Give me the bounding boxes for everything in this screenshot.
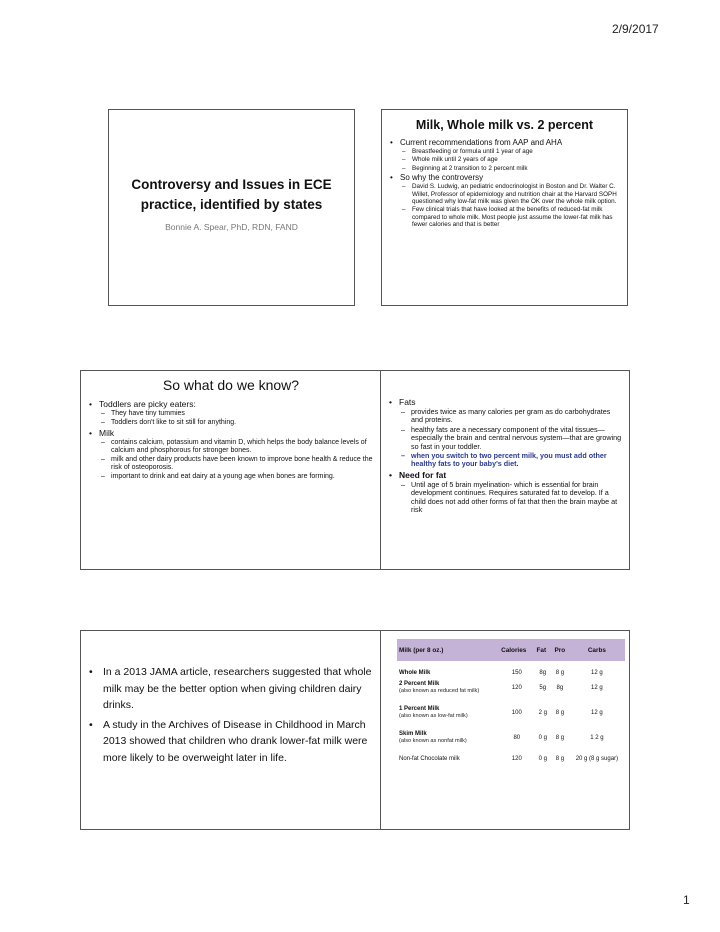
sub-bullet: – Breastfeeding or formula until 1 year of age — [390, 148, 621, 155]
sub-bullet: – Until age of 5 brain myelination- which is essential for brain development continues. Requires saturated fat to develop. If a child does not add other forms of fat that then the brain maybe at risk — [389, 481, 623, 515]
sub-bullet: – important to drink and eat dairy at a young age when bones are forming. — [89, 473, 375, 481]
sub-bullet: – Whole milk until 2 years of age — [390, 156, 621, 163]
slide-5-studies — [80, 630, 382, 830]
bullet: • Milk — [89, 428, 375, 438]
bullet: • Toddlers are picky eaters: — [89, 399, 375, 409]
bullet: • So why the controversy — [390, 173, 621, 182]
milk-alt-name: (also known as reduced fat milk) — [399, 688, 480, 694]
milk-type-cell — [397, 679, 499, 697]
slide-1-heading — [109, 175, 354, 215]
column-header: Carbs — [569, 639, 625, 661]
slide-1-title — [108, 109, 355, 306]
slide-2-title: Milk, Whole milk vs. 2 percent — [415, 118, 594, 132]
sub-bullet: – provides twice as many calories per gram as do carbohydrates and proteins. — [389, 408, 623, 425]
milk-name: Skim Milk — [399, 731, 427, 737]
fat-cell: 0 g — [538, 756, 547, 762]
slide-2-bullets — [382, 138, 627, 229]
protein-cell: 8g — [556, 684, 564, 691]
column-header: Fat — [535, 639, 551, 661]
column-header: Pro — [551, 639, 569, 661]
sub-bullet: – healthy fats are a necessary component of the vital tissues—especially the brain and central nervous system—that are growing so fast in your toddler. — [389, 426, 623, 451]
milk-alt-name: (also known as low-fat milk) — [399, 713, 468, 719]
protein-cell: 8 g — [555, 734, 565, 741]
milk-name: 2 Percent Milk — [399, 681, 440, 687]
milk-alt-name: (also known as nonfat milk) — [399, 738, 467, 744]
slide-2-milk-comparison — [381, 109, 628, 306]
slide-3-bullets — [81, 399, 381, 481]
slide-3-what-we-know — [80, 370, 382, 570]
carbs-cell: 12 g — [591, 684, 603, 691]
carbs-cell: 1 2 g — [590, 734, 604, 741]
sub-bullet-highlight: – when you switch to two percent milk, you must add other healthy fats to your baby's diet. — [389, 452, 623, 469]
sub-bullet: – milk and other dairy products have been known to improve bone health & reduce the risk of osteoporosis. — [89, 456, 375, 472]
calories-cell: 120 — [511, 756, 522, 762]
table-row — [397, 679, 625, 697]
carbs-cell: 12 g — [591, 670, 603, 676]
column-header: Calories — [499, 639, 534, 661]
milk-name: Whole Milk — [399, 670, 431, 676]
fat-cell: 2 g — [538, 709, 547, 716]
bullet: • Fats — [389, 397, 623, 407]
carbs-cell: 12 g — [591, 709, 603, 716]
table-row — [397, 668, 625, 679]
calories-cell: 120 — [511, 684, 522, 691]
milk-nutrition-table — [397, 639, 625, 765]
calories-cell: 80 — [513, 734, 521, 741]
fat-cell: 0 g — [538, 734, 547, 741]
sub-bullet: – They have tiny tummies — [89, 410, 375, 418]
fat-cell: 8g — [539, 670, 547, 676]
slide-1-author: Bonnie A. Spear, PhD, RDN, FAND — [165, 222, 298, 232]
slide-4-bullets — [381, 371, 629, 514]
page-number: 1 — [683, 893, 690, 907]
table-row — [397, 704, 625, 722]
table-header-row — [397, 639, 625, 661]
bullet: • In a 2013 JAMA article, researchers suggested that whole milk may be the better option when giving children dairy drinks. — [89, 664, 375, 714]
sub-bullet: – Toddlers don't like to sit still for anything. — [89, 419, 375, 427]
page-date: 2/9/2017 — [612, 22, 659, 36]
slide-1-heading-line2: practice, identified by states — [140, 197, 323, 212]
protein-cell: 8 g — [555, 756, 565, 762]
slide-6-milk-table — [380, 630, 630, 830]
bullet: • A study in the Archives of Disease in Childhood in March 2013 showed that children who drank lower-fat milk were more likely to be overweight later in life. — [89, 717, 375, 767]
sub-bullet: – contains calcium, potassium and vitamin D, which helps the body balance levels of calcium and phosphorous for stronger bones. — [89, 439, 375, 455]
slide-5-bullets — [81, 631, 381, 766]
sub-bullet: – David S. Ludwig, an pediatric endocrinologist in Boston and Dr. Walter C. Willet, Professor of epidemiology and nutrition chair at the Harvard SOPH questioned why low-fat milk was given the OK over the whole milk option. — [390, 183, 621, 205]
bullet: • Current recommendations from AAP and AHA — [390, 138, 621, 147]
fat-cell: 5g — [539, 684, 547, 691]
bullet: • Need for fat — [389, 470, 623, 480]
column-header: Milk (per 8 oz.) — [397, 639, 499, 661]
slide-3-title: So what do we know? — [162, 377, 300, 393]
table-row — [397, 754, 625, 765]
protein-cell: 8 g — [555, 670, 565, 676]
milk-name: 1 Percent Milk — [399, 706, 440, 712]
protein-cell: 8 g — [555, 709, 565, 716]
milk-type-cell — [397, 704, 499, 722]
milk-type-cell — [397, 668, 499, 679]
milk-type-cell — [397, 754, 499, 765]
calories-cell: 100 — [511, 709, 522, 716]
sub-bullet: – Beginning at 2 transition to 2 percent milk — [390, 165, 621, 172]
calories-cell: 150 — [511, 670, 522, 676]
slide-4-fats — [380, 370, 630, 570]
table-row — [397, 729, 625, 747]
milk-type-cell — [397, 729, 499, 747]
slide-1-heading-line1: Controversy and Issues in ECE — [131, 177, 332, 192]
carbs-cell: 20 g (8 g sugar) — [575, 756, 619, 762]
sub-bullet: – Few clinical trials that have looked at the benefits of reduced-fat milk compared to whole milk. Most people just assume the lower-fat milk has fewer calories and that is better — [390, 206, 621, 228]
milk-name: Non-fat Chocolate milk — [399, 756, 460, 762]
